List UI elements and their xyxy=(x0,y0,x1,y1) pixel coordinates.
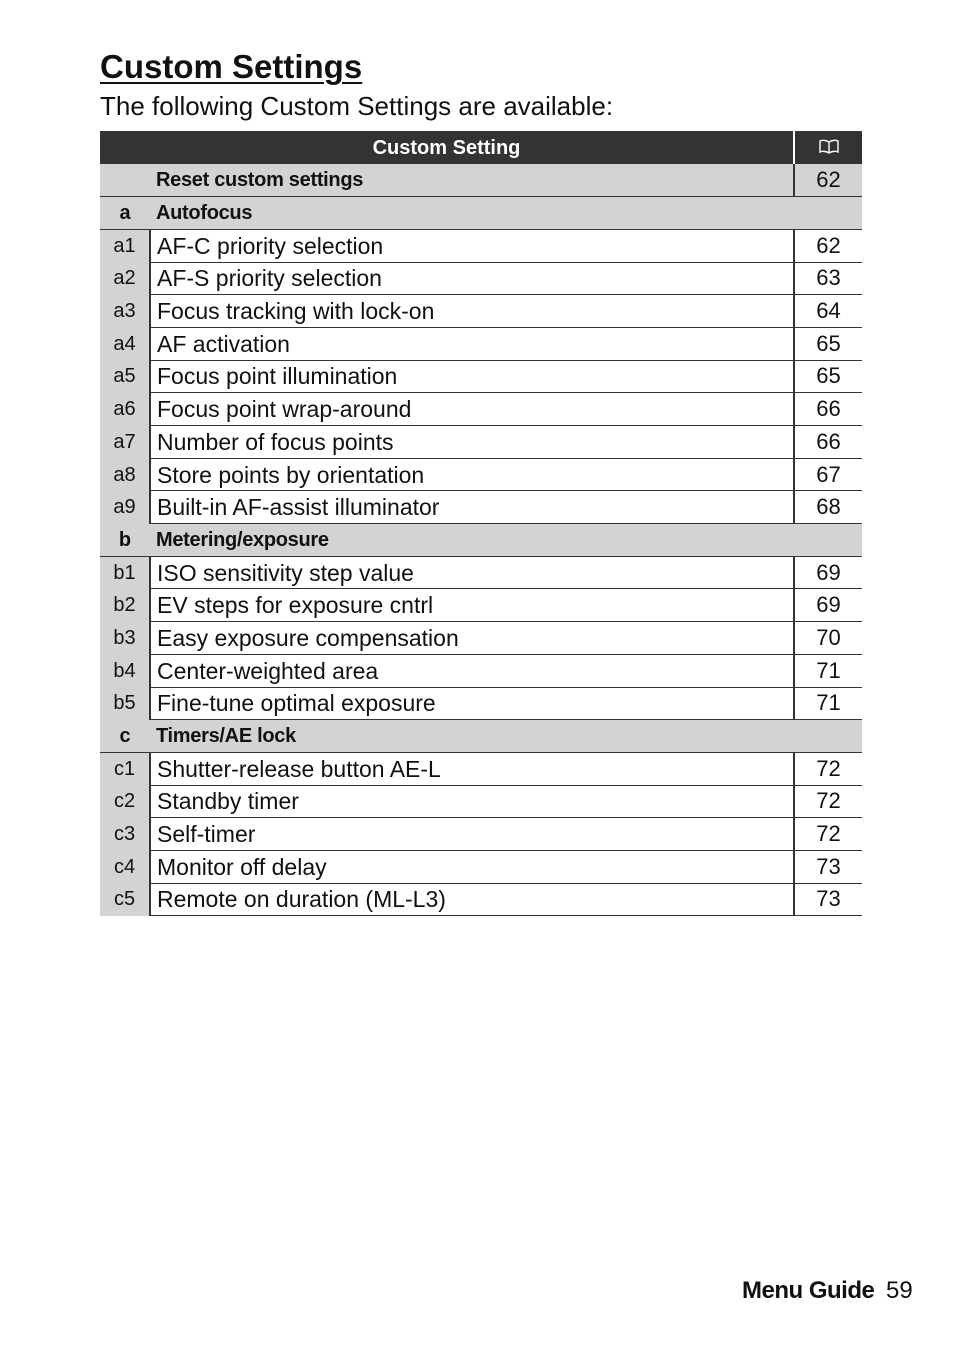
group-row-a xyxy=(100,197,862,230)
table-row[interactable] xyxy=(100,262,862,295)
setting-code: a8 xyxy=(100,458,150,491)
setting-page: 63 xyxy=(794,262,862,295)
page-subtitle: The following Custom Settings are available: xyxy=(100,91,614,121)
page-title: Custom Settings xyxy=(100,48,363,85)
group-code: a xyxy=(100,197,150,230)
setting-label: Number of focus points xyxy=(150,426,794,459)
setting-code: a1 xyxy=(100,229,150,262)
page-column-header xyxy=(794,131,862,164)
table-row[interactable] xyxy=(100,654,862,687)
setting-label: Shutter-release button AE-L xyxy=(150,752,794,785)
setting-label: Standby timer xyxy=(150,785,794,818)
table-header-row xyxy=(100,131,862,164)
setting-label: Focus point illumination xyxy=(150,360,794,393)
setting-page: 72 xyxy=(794,752,862,785)
group-label: Autofocus xyxy=(150,197,862,230)
table-row[interactable] xyxy=(100,785,862,818)
reset-label: Reset custom settings xyxy=(150,164,794,197)
table-row[interactable] xyxy=(100,687,862,720)
table-row[interactable] xyxy=(100,752,862,785)
setting-page: 70 xyxy=(794,622,862,655)
setting-code: a3 xyxy=(100,295,150,328)
setting-page: 62 xyxy=(794,229,862,262)
group-row-b xyxy=(100,524,862,557)
setting-code: c2 xyxy=(100,785,150,818)
setting-label: Store points by orientation xyxy=(150,458,794,491)
setting-page: 71 xyxy=(794,654,862,687)
group-code: c xyxy=(100,720,150,753)
table-row[interactable] xyxy=(100,589,862,622)
setting-code: b2 xyxy=(100,589,150,622)
setting-code: c3 xyxy=(100,818,150,851)
setting-page: 72 xyxy=(794,818,862,851)
table-row[interactable] xyxy=(100,850,862,883)
setting-page: 71 xyxy=(794,687,862,720)
setting-page: 66 xyxy=(794,393,862,426)
setting-code: b1 xyxy=(100,556,150,589)
book-icon xyxy=(818,133,840,163)
setting-label: Easy exposure compensation xyxy=(150,622,794,655)
setting-label: AF-S priority selection xyxy=(150,262,794,295)
setting-code: b3 xyxy=(100,622,150,655)
setting-code: a7 xyxy=(100,426,150,459)
table-row[interactable] xyxy=(100,229,862,262)
setting-label: ISO sensitivity step value xyxy=(150,556,794,589)
reset-code-cell xyxy=(100,164,150,197)
setting-code: c4 xyxy=(100,850,150,883)
setting-page: 69 xyxy=(794,589,862,622)
setting-code: c1 xyxy=(100,752,150,785)
setting-page: 64 xyxy=(794,295,862,328)
table-row[interactable] xyxy=(100,491,862,524)
setting-page: 66 xyxy=(794,426,862,459)
footer-page-number: 59 xyxy=(886,1277,913,1304)
setting-code: a2 xyxy=(100,262,150,295)
setting-code: b5 xyxy=(100,687,150,720)
reset-row[interactable] xyxy=(100,164,862,197)
group-label: Metering/exposure xyxy=(150,524,862,557)
group-row-c xyxy=(100,720,862,753)
setting-label: Remote on duration (ML-L3) xyxy=(150,883,794,916)
table-row[interactable] xyxy=(100,883,862,916)
setting-page: 69 xyxy=(794,556,862,589)
setting-page: 73 xyxy=(794,883,862,916)
setting-code: a6 xyxy=(100,393,150,426)
table-row[interactable] xyxy=(100,622,862,655)
table-row[interactable] xyxy=(100,393,862,426)
reset-page: 62 xyxy=(794,164,862,197)
setting-code: c5 xyxy=(100,883,150,916)
footer-section-label: Menu Guide xyxy=(742,1277,875,1304)
setting-label: Self-timer xyxy=(150,818,794,851)
custom-settings-table xyxy=(100,131,862,916)
setting-page: 73 xyxy=(794,850,862,883)
table-row[interactable] xyxy=(100,426,862,459)
setting-label: Built-in AF-assist illuminator xyxy=(150,491,794,524)
table-row[interactable] xyxy=(100,556,862,589)
setting-label: Focus tracking with lock-on xyxy=(150,295,794,328)
setting-label: AF activation xyxy=(150,327,794,360)
group-label: Timers/AE lock xyxy=(150,720,862,753)
setting-label: Fine-tune optimal exposure xyxy=(150,687,794,720)
setting-page: 72 xyxy=(794,785,862,818)
setting-code: a4 xyxy=(100,327,150,360)
setting-label: Focus point wrap-around xyxy=(150,393,794,426)
setting-page: 65 xyxy=(794,360,862,393)
setting-code: a9 xyxy=(100,491,150,524)
table-row[interactable] xyxy=(100,327,862,360)
table-row[interactable] xyxy=(100,458,862,491)
setting-label: Monitor off delay xyxy=(150,850,794,883)
setting-label: EV steps for exposure cntrl xyxy=(150,589,794,622)
setting-label: AF-C priority selection xyxy=(150,229,794,262)
setting-code: b4 xyxy=(100,654,150,687)
setting-page: 65 xyxy=(794,327,862,360)
table-row[interactable] xyxy=(100,360,862,393)
custom-setting-column-header: Custom Setting xyxy=(100,131,794,164)
setting-page: 67 xyxy=(794,458,862,491)
group-code: b xyxy=(100,524,150,557)
setting-label: Center-weighted area xyxy=(150,654,794,687)
table-row[interactable] xyxy=(100,295,862,328)
table-row[interactable] xyxy=(100,818,862,851)
setting-code: a5 xyxy=(100,360,150,393)
setting-page: 68 xyxy=(794,491,862,524)
